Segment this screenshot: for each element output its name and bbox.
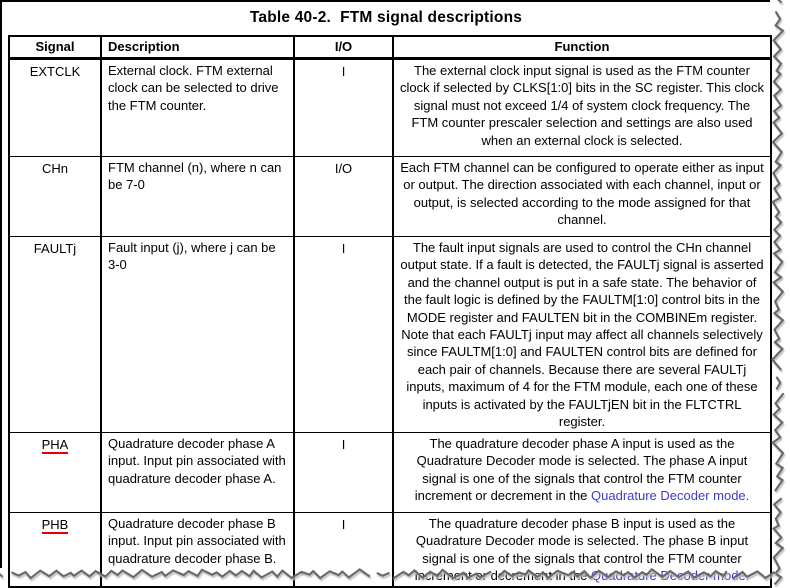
io-cell: I xyxy=(294,237,393,433)
table-header-row xyxy=(9,36,771,59)
description-cell: FTM channel (n), where n can be 7-0 xyxy=(101,157,294,237)
function-cell xyxy=(393,433,771,513)
io-cell: I/O xyxy=(294,157,393,237)
table-row-pha xyxy=(9,433,771,513)
ftm-signal-table xyxy=(8,35,772,588)
description-cell: External clock. FTM external clock can be selected to drive the FTM counter. xyxy=(101,59,294,157)
io-cell: I xyxy=(294,59,393,157)
function-cell xyxy=(393,237,771,433)
table-caption: Table 40-2. FTM signal descriptions xyxy=(249,9,523,26)
table-row-extclk xyxy=(9,59,771,157)
io-cell: I xyxy=(294,433,393,513)
function-text: The fault input signals are used to control the CHn channel output state. If a fault is detected, the FAULTj signal is asserted and the channel output is put in a safe state. The behavior of the fault logic is defined by the FAULTM[1:0] control bits in the MODE register and FAULTEN bit in the COMBINEm register. Note that each FAULTj input may affect all channels selectively since FAULTM[1:0] and FAULTEN control bits are defined for each pair of channels. Because there are several FAULTj inputs, maximum of 4 for the FTM module, each one of these inputs is activated by the FAULTjEN bit in the FLTCTRL register. xyxy=(400,240,764,430)
quadrature-decoder-mode-link[interactable]: Quadrature Decoder mode. xyxy=(591,488,750,504)
signal-name: FAULTj xyxy=(33,241,77,256)
table-row-chn xyxy=(9,157,771,237)
col-header-function: Function xyxy=(393,36,771,59)
signal-cell xyxy=(9,237,101,433)
col-header-io: I/O xyxy=(294,36,393,59)
signal-cell xyxy=(9,157,101,237)
function-cell xyxy=(393,513,771,588)
signal-cell xyxy=(9,433,101,513)
table-row-phb xyxy=(9,513,771,588)
col-header-signal: Signal xyxy=(9,36,101,59)
col-header-description: Description xyxy=(101,36,294,59)
signal-name-spellcheck-underlined: PHA xyxy=(41,437,69,452)
signal-cell xyxy=(9,59,101,157)
description-cell: Fault input (j), where j can be 3-0 xyxy=(101,237,294,433)
function-cell xyxy=(393,59,771,157)
signal-cell xyxy=(9,513,101,588)
function-text: The external clock input signal is used as the FTM counter clock if selected by CLKS[1:0] bits in the SC register. This clock signal must not exceed 1/4 of system clock frequency. The FTM counter prescaler selection and settings are also used when an external clock is selected. xyxy=(400,63,764,148)
description-cell: Quadrature decoder phase B input. Input pin associated with quadrature decoder phase B. xyxy=(101,513,294,588)
quadrature-decoder-mode-link[interactable]: Quadrature Decoder mode. xyxy=(591,568,750,584)
signal-name: EXTCLK xyxy=(29,64,81,79)
function-cell xyxy=(393,157,771,237)
signal-name-spellcheck-underlined: PHB xyxy=(41,517,69,532)
function-text: Each FTM channel can be configured to operate either as input or output. The direction associated with each channel, input or output, is selected according to the mode assigned for that channel. xyxy=(400,160,764,228)
table-row-faultj xyxy=(9,237,771,433)
signal-name: CHn xyxy=(41,161,68,176)
function-text: The quadrature decoder phase B input is used as the Quadrature Decoder mode is selected. The phase B input signal is one of the signals that control the FTM counter increment or decrement in the xyxy=(414,516,749,584)
description-cell: Quadrature decoder phase A input. Input pin associated with quadrature decoder phase A. xyxy=(101,433,294,513)
function-text: The quadrature decoder phase A input is used as the Quadrature Decoder mode is selected. The phase A input signal is one of the signals that control the FTM counter increment or decrement in the xyxy=(414,436,748,504)
io-cell: I xyxy=(294,513,393,588)
